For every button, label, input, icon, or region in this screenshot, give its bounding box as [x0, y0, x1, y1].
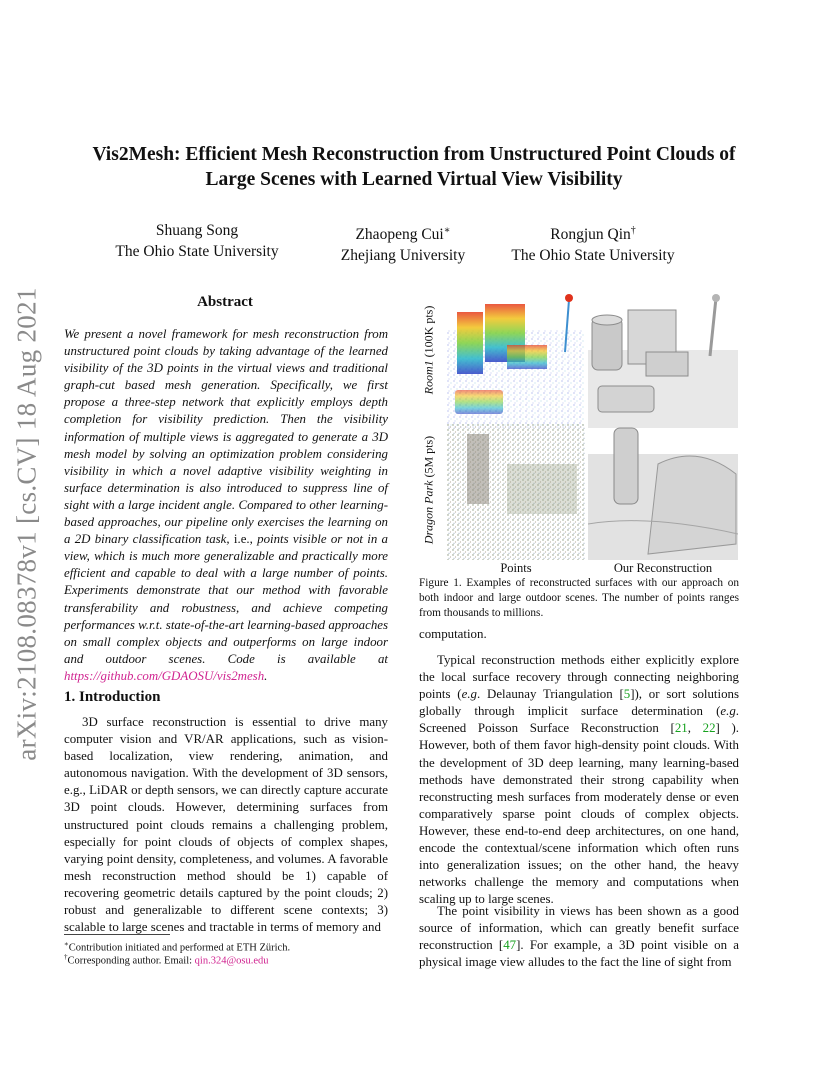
- author-name: Zhaopeng Cui: [355, 226, 444, 244]
- title-line-1: Vis2Mesh: Efficient Mesh Reconstruction from Unstructured Point Clouds of: [92, 144, 736, 165]
- footnote-2-text: Corresponding author. Email:: [67, 955, 193, 967]
- abstract-ie: i.e.,: [233, 532, 253, 547]
- row-label-dragon-count: (5M pts): [421, 435, 436, 481]
- code-link[interactable]: https://github.com/GDAOSU/vis2mesh: [64, 668, 265, 683]
- abstract-body: We present a novel framework for mesh reconstruction from unstructured point clouds by taking advantage of the learned visibility of the 3D points in the virtual views and traditional graph-cut based mesh generation. Specifically, we first propose a three-step network that explicitly employs depth completion for visibility prediction. Then the visibility information of multiple views is aggregated to generate a 3D mesh model by solving an optimization problem considering visibility in which a novel adaptive visibility weighting in surface determination is also introduced to suppress line of sight with a large incident angle. Compared to other learning-based approaches, our pipeline only exercises the learning on a 2D binary classification task, i.e., points visible or not in a view, which is much more generalizable and practically more efficient and capable to deal with a large number of points. Experiments demonstrate that our method with favorable transferability and robustness, and achieve competing performances w.r.t. state-of-the-art learning-based approaches on small complex objects and outperforms on large indoor and outdoor scenes. Code is available at https://github.com/GDAOSU/vis2mesh.: [64, 327, 389, 683]
- abstract-heading: Abstract: [197, 294, 253, 310]
- intro-paragraph: 3D surface reconstruction is essential to drive many computer vision and VR/AR applications, such as vision-based localization, view rendering, animation, and autonomous navigation. With the development of 3D sensors, e.g., LiDAR or depth sensors, we can directly capture accurate 3D point clouds. However, determining surfaces from unstructured point clouds remains a challenging problem, especially for point clouds of objects of complex shapes, varying point density, completeness, and volumes. A favorable mesh reconstruction method should be 1) capable of recovering geometric details captured by the point clouds; 2) robust and generalizable to different scene contexts; 3) scalable to large scenes and tractable in terms of memory and: [64, 715, 388, 935]
- row-label-room1: Room1: [421, 360, 436, 395]
- figure-reconstruction-room: [588, 290, 738, 428]
- figure-points-room: [447, 290, 585, 428]
- title-line-2: Large Scenes with Learned Virtual View Visibility: [205, 169, 623, 190]
- citation-link[interactable]: 47: [503, 938, 517, 953]
- abstract-text-2: points visible or not in a view, which is much more generalizable and practically more efficient and capable to deal with a large number of points. Experiments demonstrate that our method with favorable transferability and robustness, and achieve competing performances w.r.t. state-of-the-art learning-based approaches on small complex objects and outperforms on large indoor and outdoor scenes. Code is available at: [64, 532, 389, 666]
- text-span: ] ). However, both of them favor high-density point clouds. With the development of 3D deep learning, many learning-based methods have demonstrated their strong capability when reconstructing mesh surfaces from moderately dense or even comparatively sparse point clouds of complex objects. However, these end-to-end deep architectures, on one hand, encode the contextual/scene information which often runs into generalization issues; on the other hand, the heavy networks challenge the memory and computations when scaling up to large scenes.: [419, 721, 740, 907]
- email-link[interactable]: qin.324@osu.edu: [194, 955, 269, 967]
- text-span: e.g: [720, 704, 736, 719]
- author-affiliation: The Ohio State University: [511, 247, 675, 265]
- text-span: ]. For example, a 3D point visible on a physical image view alludes to the fact the line of sight from: [419, 938, 739, 970]
- figure-points-dragon-park: [447, 424, 585, 560]
- text-span: . Delaunay Triangulation [: [477, 687, 624, 702]
- author-mark: †: [630, 225, 636, 236]
- footnote-2: †Corresponding author. Email: qin.324@osu.edu: [64, 953, 269, 967]
- row-label-room1-count: (100K pts): [421, 305, 436, 361]
- author-affiliation: Zhejiang University: [340, 247, 466, 265]
- section-heading-introduction: 1. Introduction: [64, 689, 161, 705]
- author-mark: ∗: [443, 225, 451, 236]
- text-span: ]), or sort solutions globally through implicit surface determination (: [419, 687, 740, 719]
- footnote-1-text: Contribution initiated and performed at ETH Zürich.: [68, 942, 291, 954]
- row-label-dragon: Dragon Park: [421, 480, 436, 545]
- author-block-1: [112, 220, 282, 262]
- author-name: Shuang Song: [155, 222, 239, 239]
- col2-paragraph-2: [419, 903, 739, 971]
- arxiv-stamp-text: arXiv:2108.08378v1 [cs.CV] 18 Aug 2021: [11, 287, 42, 761]
- figure-col-label-points: Points: [500, 561, 532, 575]
- figure-row-label-1: [418, 290, 440, 410]
- author-block-3: [500, 220, 686, 266]
- figure-col-label-reconstruction: Our Reconstruction: [613, 561, 713, 575]
- text-span: . Screened Poisson Surface Reconstruction [: [419, 704, 739, 736]
- author-block-2: [318, 220, 488, 266]
- col2-paragraph-1: Typical reconstruction methods either explicitly explore the local surface recovery through connecting neighboring points (e.g. Delaunay Triangulation [5]), or sort solutions globally through implicit surface determination (e.g. Screened Poisson Surface Reconstruction [21, 22] ). However, both of them favor high-density point clouds. With the development of 3D deep learning, many learning-based methods have demonstrated their strong capability when reconstructing mesh surfaces from moderately dense or even comparatively sparse point clouds of complex objects. However, these end-to-end deep architectures, on one hand, encode the contextual/scene information which often runs into generalization issues; on the other hand, the heavy networks challenge the memory and computations when scaling up to large scenes.: [419, 653, 740, 907]
- citation-link[interactable]: 21: [674, 721, 688, 736]
- arxiv-stamp: [6, 284, 48, 764]
- col2-continuation: computation.: [419, 627, 487, 641]
- paper-title: [60, 142, 768, 192]
- text-span: Typical reconstruction methods either explicitly explore the local surface recovery through connecting neighboring points (: [419, 653, 739, 702]
- footnote-1: ∗Contribution initiated and performed at ETH Zürich.: [64, 940, 291, 954]
- abstract-text: We present a novel framework for mesh reconstruction from unstructured point clouds by taking advantage of the learned visibility of the 3D points in the virtual views and traditional graph-cut based mesh generation. Specifically, we first propose a three-step network that explicitly employs depth completion for visibility prediction. Then the visibility information of multiple views is aggregated to generate a 3D mesh model by solving an optimization problem considering visibility in which a novel adaptive visibility weighting in surface determination is also introduced to suppress line of sight with a large incident angle. Compared to other learning-based approaches, our pipeline only exercises the learning on a 2D binary classification task,: [64, 327, 388, 547]
- text-span: e.g: [461, 687, 477, 702]
- author-name: Rongjun Qin: [550, 226, 631, 244]
- figure-reconstruction-dragon-park: [588, 424, 738, 560]
- text-span: The point visibility in views has been shown as a good source of information, which can greatly benefit surface reconstruction [: [419, 904, 739, 953]
- figure-caption: Figure 1. Examples of reconstructed surfaces with our approach on both indoor and large outdoor scenes. The number of points ranges from thousands to millions.: [419, 577, 739, 619]
- footnote-rule: [64, 934, 170, 935]
- author-affiliation: The Ohio State University: [115, 243, 279, 260]
- citation-link[interactable]: 22: [702, 721, 716, 736]
- citation-link[interactable]: 5: [623, 687, 631, 702]
- figure-row-label-2: [418, 420, 440, 560]
